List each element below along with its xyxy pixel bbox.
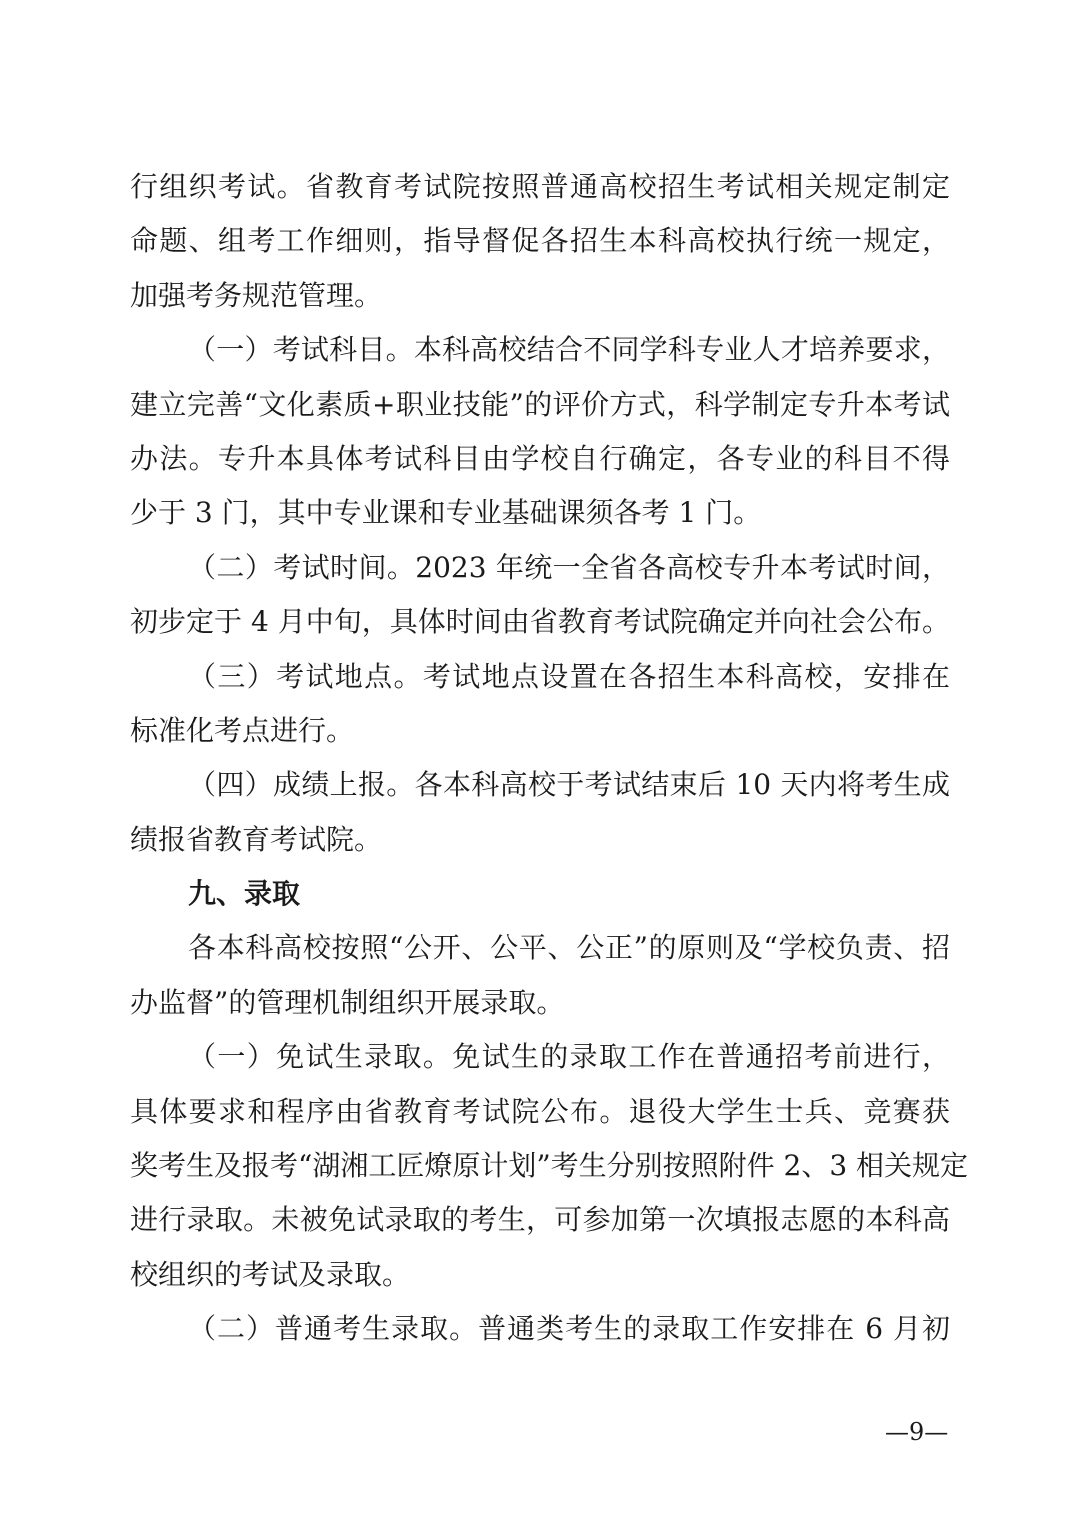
line-text: 办监督”的管理机制组织开展录取。 (130, 985, 565, 1019)
line-text: 标准化考点进行。 (130, 713, 355, 747)
section-heading: 九、录取 (188, 877, 301, 911)
subsection-line (130, 1302, 950, 1356)
line-text: 各本科高校于考试结束后 10 天内将考生成 (414, 768, 950, 802)
subsection-heading: （一）考试科目。 (188, 333, 414, 367)
subsection-line (130, 323, 950, 377)
subsection-heading: （三）考试地点。 (188, 659, 423, 693)
line-text: 本科高校结合不同学科专业人才培养要求， (413, 333, 950, 367)
document-body (130, 160, 969, 1357)
subsection-line (130, 541, 950, 595)
line-text: 初步定于 4 月中旬，具体时间由省教育考试院确定并向社会公布。 (130, 605, 950, 639)
text-line (130, 1139, 969, 1193)
subsection-heading: （一）免试生录取。 (188, 1040, 453, 1074)
line-text: 2023 年统一全省各高校专升本考试时间， (415, 550, 950, 584)
text-line (130, 704, 950, 758)
line-text: 具体要求和程序由省教育考试院公布。退役大学生士兵、竞赛获 (130, 1094, 950, 1128)
line-text: 奖考生及报考“湖湘工匠燎原计划”考生分别按照附件 2、3 相关规定 (130, 1149, 969, 1183)
subsection-heading: （二）普通考生录取。 (188, 1312, 479, 1346)
line-text: 少于 3 门，其中专业课和专业基础课须各考 1 门。 (130, 496, 762, 530)
subsection-line (130, 1030, 950, 1084)
line-text: 进行录取。未被免试录取的考生，可参加第一次填报志愿的本科高 (130, 1203, 950, 1237)
text-line (130, 813, 950, 867)
text-line (130, 432, 950, 486)
subsection-line (130, 650, 950, 704)
text-line (130, 921, 950, 975)
text-line (130, 486, 950, 540)
line-text: 建立完善“文化素质+职业技能”的评价方式，科学制定专升本考试 (130, 387, 950, 421)
page-number: —9— (885, 1418, 949, 1446)
text-line (130, 1248, 950, 1302)
line-text: 加强考务规范管理。 (130, 278, 383, 312)
line-text: 绩报省教育考试院。 (130, 822, 383, 856)
subsection-heading: （二）考试时间。 (188, 550, 416, 584)
line-text: 行组织考试。省教育考试院按照普通高校招生考试相关规定制定 (130, 170, 950, 203)
subsection-heading: （四）成绩上报。 (188, 768, 415, 802)
text-line (130, 160, 950, 214)
text-line (130, 1085, 950, 1139)
line-text: 普通类考生的录取工作安排在 6 月初 (478, 1312, 950, 1346)
text-line (130, 1193, 950, 1247)
text-line (130, 976, 950, 1030)
section-heading-line (130, 867, 950, 921)
subsection-line (130, 758, 950, 812)
line-text: 命题、组考工作细则，指导督促各招生本科高校执行统一规定， (130, 224, 950, 258)
line-text: 各本科高校按照“公开、公平、公正”的原则及“学校负责、招 (188, 931, 950, 965)
line-text: 免试生的录取工作在普通招考前进行， (452, 1040, 950, 1074)
text-line (130, 269, 950, 323)
line-text: 考试地点设置在各招生本科高校，安排在 (422, 659, 950, 693)
line-text: 办法。专升本具体考试科目由学校自行确定，各专业的科目不得 (130, 441, 950, 475)
text-line (130, 595, 950, 649)
line-text: 校组织的考试及录取。 (130, 1257, 411, 1291)
text-line (130, 378, 950, 432)
text-line (130, 214, 950, 268)
